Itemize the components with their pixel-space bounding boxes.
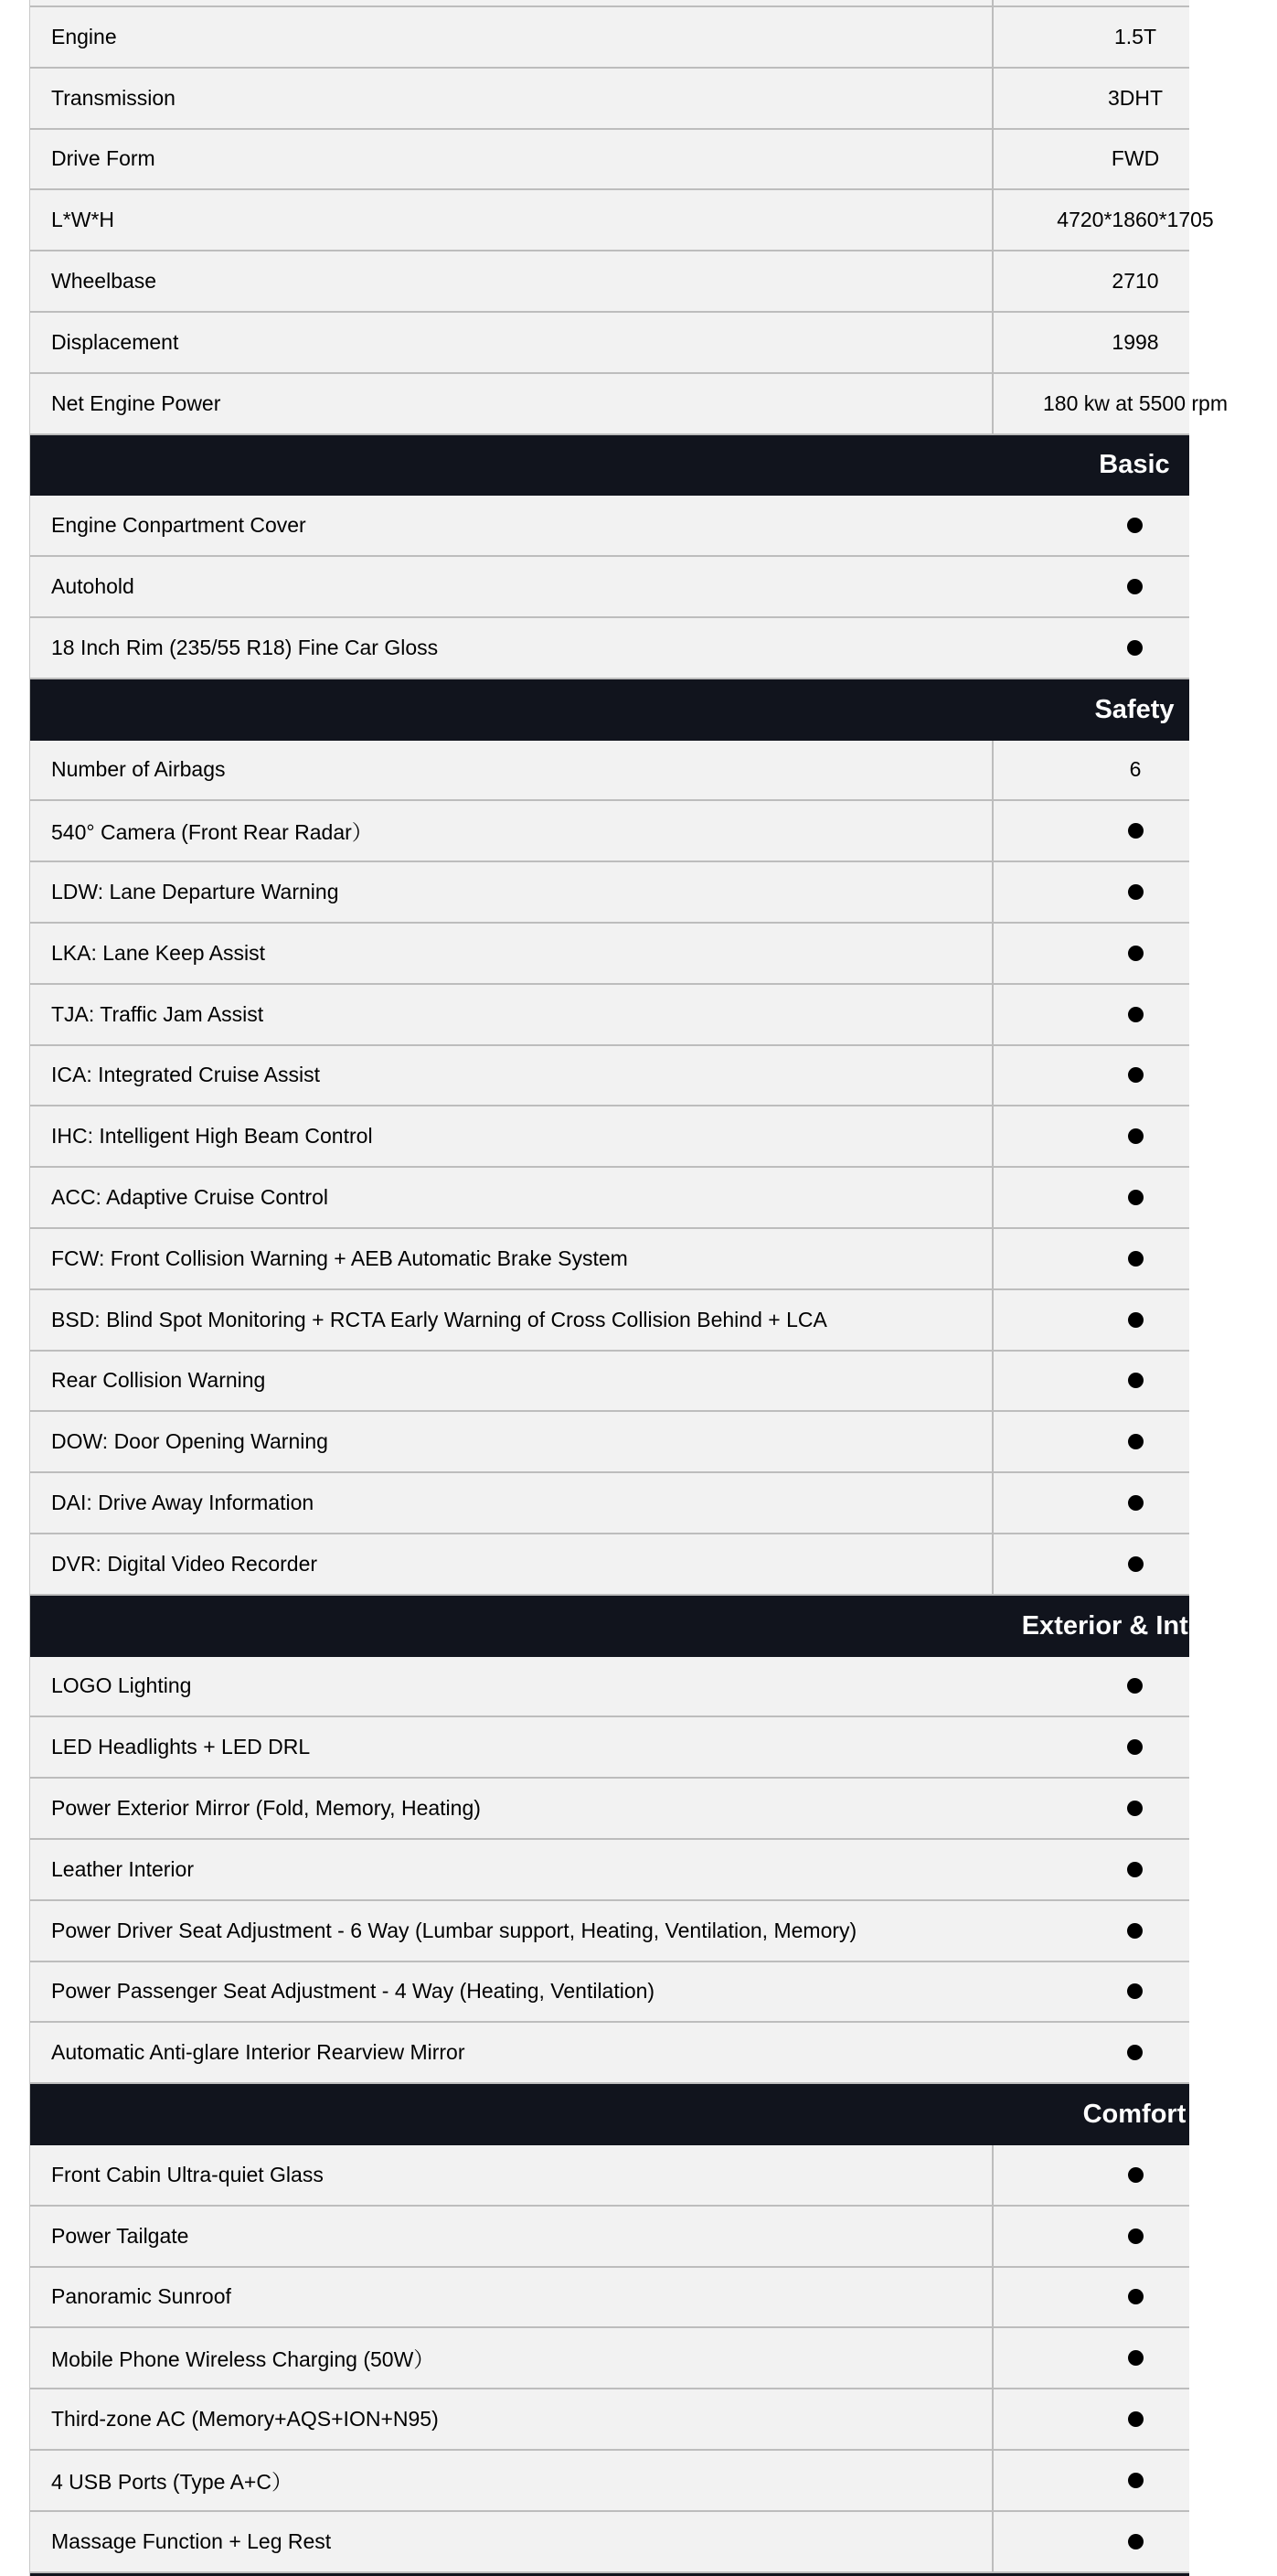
included-dot-icon [1127,640,1143,656]
table-row [30,190,1214,251]
table-row [30,1168,1189,1229]
feature-name: LED Headlights + LED DRL [51,1735,311,1759]
feature-name: 540° Camera (Front Rear Radar） [51,820,373,845]
feature-value [992,1412,1277,1471]
included-dot-icon [1127,1801,1143,1816]
included-dot-icon [1128,1067,1144,1083]
included-dot-icon [1127,518,1143,533]
included-dot-icon [1128,2289,1144,2304]
feature-name: DAI: Drive Away Information [51,1491,314,1515]
table-row [30,862,1189,924]
feature-value: 1.5T [992,7,1277,67]
included-dot-icon [1128,2229,1144,2244]
feature-value [992,924,1277,983]
table-row [30,2207,1189,2268]
table-row [30,1534,1189,1596]
feature-value [992,618,1277,678]
feature-name: FCW: Front Collision Warning + AEB Automatic Brake System [51,1245,628,1270]
included-dot-icon [1128,2473,1144,2488]
feature-name: Panoramic Sunroof [51,2284,231,2309]
feature-value [992,2451,1277,2510]
feature-name: Power Exterior Mirror (Fold, Memory, Heating) [51,1796,481,1821]
feature-value: 1998 [992,313,1277,372]
table-row [30,251,1189,313]
included-dot-icon [1128,884,1144,900]
feature-name: LDW: Lane Departure Warning [51,880,339,904]
table-row [30,2328,1189,2389]
feature-value [992,1352,1277,1411]
included-dot-icon [1128,1251,1144,1267]
section-header [30,1596,1248,1657]
section-header [30,679,1189,741]
table-row [30,1962,1189,2024]
feature-name: Mobile Phone Wireless Charging (50W） [51,2347,435,2372]
included-dot-icon [1127,1923,1143,1939]
included-dot-icon [1127,579,1143,594]
feature-name: Engine Conpartment Cover [51,513,306,538]
table-row [30,1717,1189,1779]
feature-value [992,2328,1277,2388]
table-row [30,2268,1189,2329]
included-dot-icon [1128,823,1144,839]
included-dot-icon [1127,2045,1143,2060]
feature-name: BSD: Blind Spot Monitoring + RCTA Early Warning of Cross Collision Behind + LCA [51,1307,827,1331]
feature-name: DVR: Digital Video Recorder [51,1551,318,1576]
feature-value [992,1840,1277,1899]
section-header [30,435,1189,497]
table-row [30,1840,1189,1901]
table-row [30,801,1189,862]
included-dot-icon [1127,1983,1143,1999]
feature-name: ICA: Integrated Cruise Assist [51,1063,321,1087]
included-dot-icon [1128,1190,1144,1205]
feature-value [992,1168,1277,1227]
section-title: Comfort [1082,2100,1187,2130]
feature-name: Power Driver Seat Adjustment - 6 Way (Lumbar support, Heating, Ventilation, Memory) [51,1918,857,1942]
included-dot-icon [1128,2167,1144,2183]
feature-name: ACC: Adaptive Cruise Control [51,1185,328,1210]
feature-name: Massage Function + Leg Rest [51,2528,332,2553]
feature-name: LOGO Lighting [51,1673,192,1698]
feature-value [992,2023,1277,2082]
feature-name: Power Passenger Seat Adjustment - 4 Way (Heating, Ventilation) [51,1979,655,2004]
table-row [30,2145,1189,2207]
feature-value [992,2268,1277,2327]
included-dot-icon [1128,946,1144,961]
feature-value [992,557,1277,616]
table-row [30,2023,1189,2084]
feature-value [992,2145,1277,2205]
feature-name: Drive Form [51,146,155,171]
table-row [30,2512,1189,2573]
feature-name: Front Cabin Ultra-quiet Glass [51,2162,324,2186]
table-row [30,313,1189,374]
included-dot-icon [1128,1495,1144,1511]
feature-value: FWD [992,130,1277,189]
feature-value: 4720*1860*1705 [992,190,1277,250]
feature-name: Transmission [51,85,176,110]
feature-value: 3DHT [992,69,1277,128]
feature-name: L*W*H [51,208,115,232]
table-row [30,1412,1189,1473]
feature-value [992,862,1277,922]
feature-value: 180 kw at 5500 rpm [992,374,1277,433]
table-row [30,1657,1189,1718]
feature-name: LKA: Lane Keep Assist [51,940,265,965]
table-row [30,130,1189,191]
included-dot-icon [1128,1373,1144,1388]
table-row [30,924,1189,985]
feature-value [992,1473,1277,1533]
feature-value [992,1717,1277,1777]
feature-value [992,1901,1277,1961]
table-row [30,496,1189,557]
spec-table [29,0,1248,2576]
table-row [30,1290,1189,1352]
included-dot-icon [1127,1739,1143,1755]
feature-name: Wheelbase [51,269,157,294]
table-row [30,2389,1189,2451]
included-dot-icon [1128,1434,1144,1449]
feature-value: 6 [992,741,1277,800]
feature-value [992,496,1277,555]
feature-name: IHC: Intelligent High Beam Control [51,1124,373,1149]
feature-value: 2710 [992,251,1277,311]
table-row [30,557,1189,618]
table-row [30,1106,1189,1168]
feature-name: TJA: Traffic Jam Assist [51,1001,264,1026]
feature-name: DOW: Door Opening Warning [51,1429,328,1454]
feature-value [992,1657,1277,1716]
feature-value [992,1534,1277,1594]
feature-value [992,1229,1277,1288]
table-row [30,1229,1189,1290]
feature-name: 4 USB Ports (Type A+C） [51,2469,293,2494]
table-row [30,1046,1189,1107]
feature-name: Rear Collision Warning [51,1368,266,1393]
table-row [30,1473,1189,1534]
feature-value [992,2389,1277,2449]
section-title: Basic [1099,450,1170,480]
feature-name: Third-zone AC (Memory+AQS+ION+N95) [51,2407,439,2432]
table-row [30,1352,1189,1413]
table-row [30,618,1189,679]
table-row [30,1779,1189,1840]
feature-name: Engine [51,24,117,48]
included-dot-icon [1128,1007,1144,1022]
feature-name: Leather Interior [51,1856,194,1881]
feature-value [992,985,1277,1044]
section-title: Exterior & Interior [1021,1610,1248,1641]
included-dot-icon [1128,1556,1144,1572]
included-dot-icon [1128,2411,1144,2427]
table-row [30,69,1189,130]
table-row [30,7,1189,69]
feature-name: Autohold [51,574,134,599]
feature-value [992,2207,1277,2266]
included-dot-icon [1127,1678,1143,1694]
table-row [30,985,1189,1046]
feature-value [992,1046,1277,1106]
feature-name: 18 Inch Rim (235/55 R18) Fine Car Gloss [51,635,439,659]
included-dot-icon [1127,1862,1143,1877]
table-row [30,2451,1189,2512]
included-dot-icon [1128,2534,1144,2549]
feature-name: Displacement [51,329,179,354]
feature-name: Automatic Anti-glare Interior Rearview Mirror [51,2040,465,2065]
feature-value [992,801,1277,860]
feature-name: Net Engine Power [51,390,221,415]
table-row [30,1901,1189,1962]
feature-value [992,1779,1277,1838]
section-title: Safety [1094,694,1175,724]
feature-name: Power Tailgate [51,2223,189,2248]
section-header-partial [30,2573,1189,2576]
table-top-edge [30,0,1189,7]
feature-name: Number of Airbags [51,757,226,782]
feature-value [992,1106,1277,1166]
feature-value [992,1962,1277,2022]
included-dot-icon [1128,2350,1144,2366]
table-row [30,374,1228,435]
feature-value [992,1290,1277,1350]
included-dot-icon [1128,1128,1144,1144]
included-dot-icon [1128,1312,1144,1328]
feature-value [992,2512,1277,2571]
table-row [30,741,1189,802]
section-header [30,2084,1189,2145]
